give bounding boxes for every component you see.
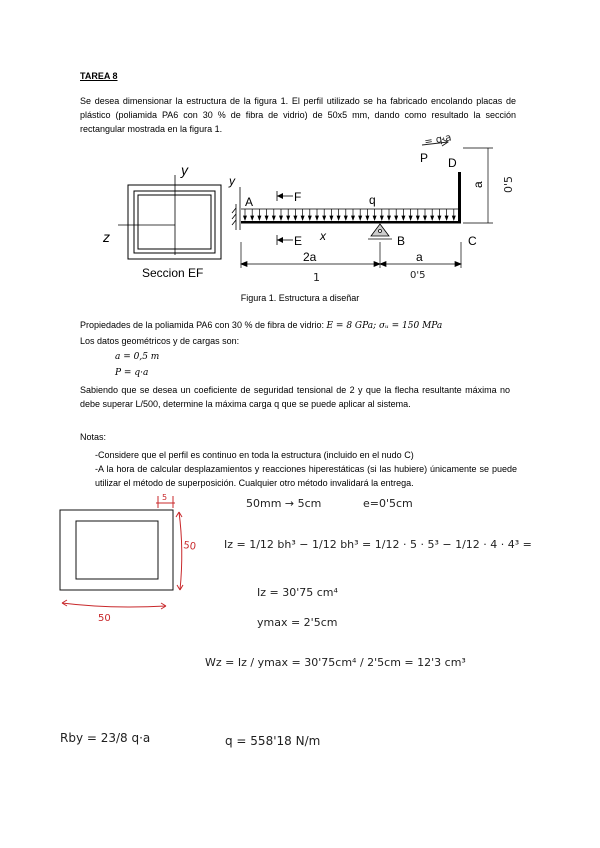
beam-axis-y-label: y [229, 174, 235, 188]
hw-dim-50-bottom: 50 [98, 613, 111, 624]
point-A: A [245, 195, 254, 209]
data-intro: Los datos geométricos y de cargas son: [80, 336, 240, 346]
hw-p-value: = q·a [423, 132, 453, 148]
vertical-dimension [463, 148, 493, 223]
figure-caption: Figura 1. Estructura a diseñar [240, 293, 360, 303]
section-axis-z: z [103, 229, 110, 245]
load-arrow-head [452, 216, 455, 220]
load-arrow-head [366, 216, 369, 220]
load-arrow-head [352, 216, 355, 220]
load-arrow-head [395, 216, 398, 220]
hw-dim-05: 0'5 [410, 270, 426, 281]
load-q-label: q [369, 193, 376, 207]
beam-horizontal [241, 221, 461, 224]
cross-section [128, 185, 221, 259]
hw-section-modulus: Wz = Iz / ymax = 30'75cm⁴ / 2'5cm = 12'3 cm³ [205, 656, 466, 669]
hw-dim-50-right: 50 [182, 540, 197, 553]
load-arrow-head [409, 216, 412, 220]
hw-e-value: e=0'5cm [363, 497, 413, 510]
load-arrow-head [380, 216, 383, 220]
data-a: a = 0,5 m [115, 352, 160, 362]
point-F: F [294, 190, 302, 204]
load-arrow-head [258, 216, 261, 220]
note-2: -A la hora de calcular desplazamientos y reacciones hiperestáticas (si las hubiere) únicamente se puede utilizar el método de superposición. Cualquier otro método invalidará la entrega. [95, 464, 517, 488]
intro-paragraph: Se desea dimensionar la estructura de la figura 1. El perfil utilizado se ha fabricado encolando placas de plástico (poliamida PA6 con 30 % de fibra de vidrio) de 50x5 mm, dando como resultado la sección rectangular mostrada en la figura 1. [80, 96, 516, 134]
section-label: Seccion EF [142, 266, 204, 280]
notes-title: Notas: [80, 432, 107, 442]
load-P-label: P [420, 151, 429, 165]
load-arrow-head [316, 216, 319, 220]
load-arrow-head [359, 216, 362, 220]
beam-axis-x-label: x [320, 229, 326, 243]
properties-e: E = 8 GPa [326, 321, 374, 331]
hw-dim-1: 1 [313, 271, 320, 284]
data-p: P = q·a [115, 368, 149, 378]
load-arrow-head [373, 216, 376, 220]
sketch-outer [60, 510, 173, 590]
point-C: C [468, 234, 477, 248]
load-arrow-head [330, 216, 333, 220]
dim-a: a [416, 250, 423, 264]
distributed-load [241, 209, 461, 220]
hw-conversion: 50mm → 5cm [246, 497, 322, 510]
page-heading: TAREA 8 [80, 71, 118, 81]
load-arrow-head [280, 216, 283, 220]
point-E: E [294, 234, 303, 248]
load-arrow-head [416, 216, 419, 220]
load-arrow-head [388, 216, 391, 220]
hw-inertia-result: Iz = 30'75 cm⁴ [257, 586, 338, 599]
hw-inertia-equation: Iz = 1/12 bh³ − 1/12 bh³ = 1/12 · 5 · 5³ − 1/12 · 4 · 4³ = [224, 538, 532, 551]
load-arrow-head [251, 216, 254, 220]
wall-support [232, 204, 236, 230]
properties-line [80, 318, 520, 333]
load-arrow-head [438, 216, 441, 220]
load-arrow-head [272, 216, 275, 220]
load-arrow-head [244, 216, 247, 220]
load-arrow-head [323, 216, 326, 220]
beam-vertical [458, 172, 461, 223]
dim-2a: 2a [303, 250, 317, 264]
point-B: B [397, 234, 406, 248]
load-arrow-head [294, 216, 297, 220]
hw-ymax: ymax = 2'5cm [257, 616, 338, 629]
roller-support-B [368, 224, 392, 239]
load-arrow-head [431, 216, 434, 220]
load-arrow-head [301, 216, 304, 220]
load-arrow-head [308, 216, 311, 220]
load-arrow-head [445, 216, 448, 220]
load-arrow-head [344, 216, 347, 220]
load-arrow-head [337, 216, 340, 220]
load-arrow-head [265, 216, 268, 220]
point-D: D [448, 156, 457, 170]
properties-text: Propiedades de la poliamida PA6 con 30 % de fibra de vidrio: [80, 320, 324, 330]
hw-reaction: Rby = 23/8 q·a [60, 731, 151, 745]
hw-vertical-value: 0'5 [502, 175, 515, 193]
hw-q-result: q = 558'18 N/m [225, 734, 321, 748]
horizontal-dimension [241, 242, 461, 268]
sketch-inner [76, 521, 158, 579]
load-arrow-head [287, 216, 290, 220]
section-axis-y: y [181, 162, 188, 178]
hw-dim-5: 5 [162, 493, 168, 502]
properties-sigma: ; σᵤ = 150 MPa [373, 321, 443, 331]
load-arrow-head [402, 216, 405, 220]
question-paragraph: Sabiendo que se desea un coeficiente de seguridad tensional de 2 y que la flecha resultante máxima no debe superar L/500, determine la máxima carga q que se puede aplicar al sistema. [80, 385, 510, 409]
load-arrow-head [424, 216, 427, 220]
note-1: -Considere que el perfil es continuo en toda la estructura (incluido en el nudo C) [95, 450, 414, 460]
dim-a-vertical: a [471, 181, 485, 188]
